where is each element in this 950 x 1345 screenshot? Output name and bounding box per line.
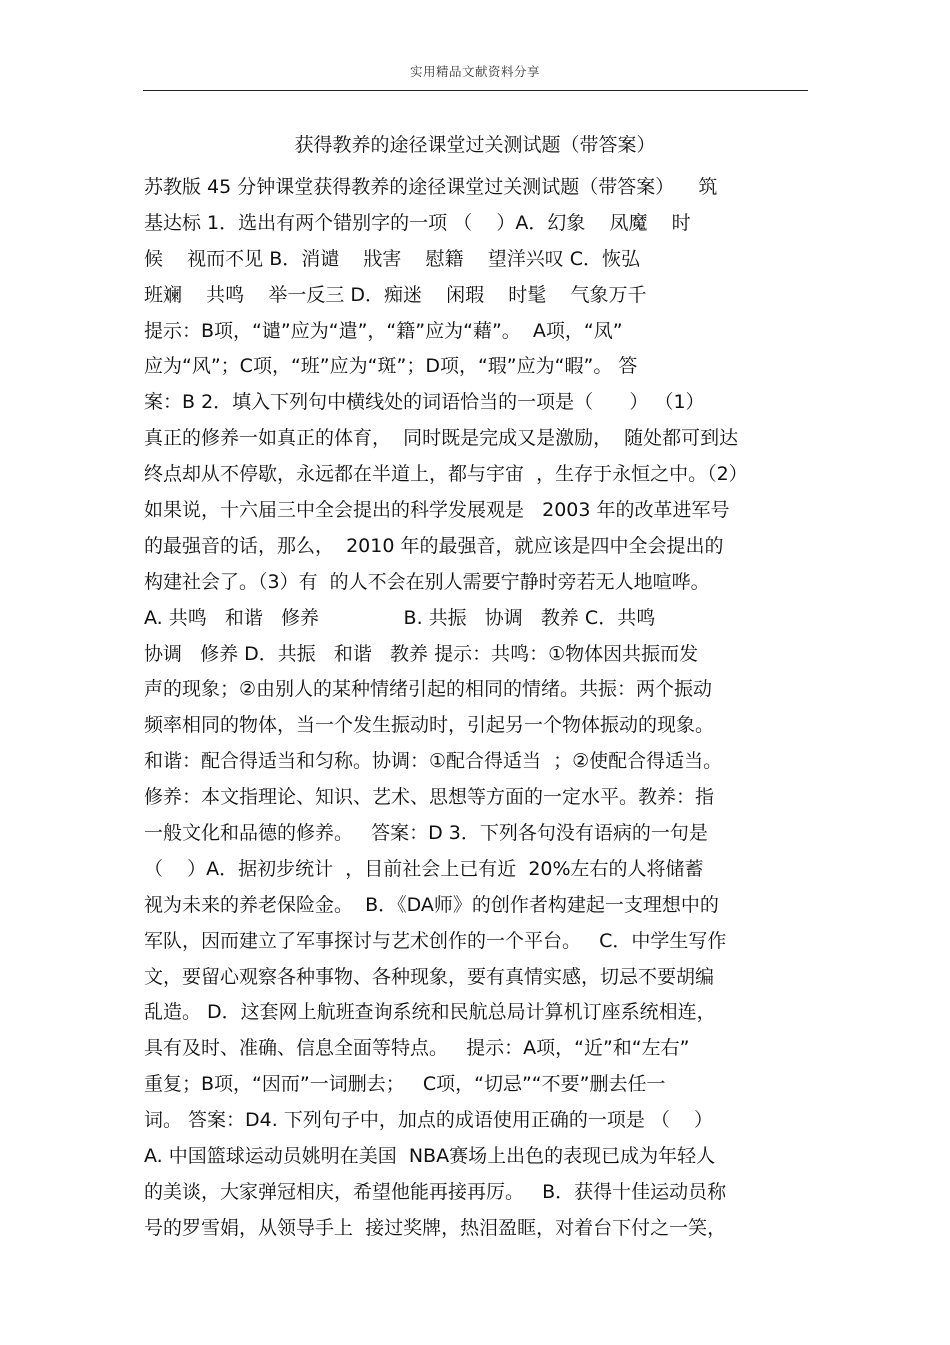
body-line: 的最强音的话，那么， 2010 年的最强音，就应该是四中全会提出的 [144,534,724,557]
body-line: 乱造。 D．这套网上航班查询系统和民航总局计算机订座系统相连， [144,1001,716,1024]
body-line: 视为未来的养老保险金。 B．《DA师》的创作者构建起一支理想中的 [144,893,719,916]
body-line: 频率相同的物体，当一个发生振动时，引起另一个物体振动的现象。 [144,714,715,737]
document-title: 获得教养的途径课堂过关测试题（带答案） [294,134,656,156]
body-line: 声的现象；②由别人的某种情绪引起的相同的情绪。共振：两个振动 [144,678,713,701]
body-line: 真正的修养一如真正的体育， 同时既是完成又是激励， 随处都可到达 [144,427,739,450]
body-line: （ ）A．据初步统计 ，目前社会上已有近 20%左右的人将储蓄 [144,857,704,880]
body-line: 具有及时、准确、信息全面等特点。 提示：A项，“近”和“左右” [144,1037,690,1060]
body-line: 军队，因而建立了军事探讨与艺术创作的一个平台。 C．中学生写作 [144,929,727,952]
body-line: 苏教版 45 分钟课堂获得教养的途径课堂过关测试题（带答案） 筑 [144,176,718,198]
body-line: 词。 答案：D4. 下列句子中，加点的成语使用正确的一项是 （ ） [144,1109,714,1132]
body-line: 的美谈，大家弹冠相庆，希望他能再接再厉。 B．获得十佳运动员称 [144,1180,727,1203]
header-divider [143,90,808,91]
body-line: 和谐：配合得适当和匀称。协调：①配合得适当 ；②使配合得适当。 [144,750,723,773]
body-line: A. 共鸣 和谐 修养 B. 共振 协调 教养 C．共鸣 [144,606,656,629]
page-header: 实用精品文献资料分享 [409,64,540,79]
body-line: 案：B 2．填入下列句中横线处的词语恰当的一项是（ ） （1） [144,391,705,414]
body-line: 候 视而不见 B．消谴 戕害 慰籍 望洋兴叹 C．恢弘 [144,247,641,270]
body-line: 提示：B项，“谴”应为“遣”，“籍”应为“藉”。 A项，“凤” [144,319,623,342]
body-line: 应为“风”；C项，“班”应为“斑”；D项，“瑕”应为“暇”。 答 [144,355,638,378]
body-line: 如果说，十六届三中全会提出的科学发展观是 2003 年的改革进军号 [144,499,730,522]
body-line: 协调 修养 D．共振 和谐 教养 提示：共鸣：①物体因共振而发 [144,642,699,665]
body-line: 终点却从不停歇，永远都在半道上，都与宇宙 ，生存于永恒之中。（2） [144,463,748,486]
body-line: 班斓 共鸣 举一反三 D．痴迷 闲瑕 时髦 气象万千 [144,283,647,306]
document-body [144,170,809,1247]
body-line: 构建社会了。（3）有 的人不会在别人需要宁静时旁若无人地喧哗。 [144,570,710,593]
body-line: 基达标 1．选出有两个错别字的一项 （ ）A．幻象 凤魔 时 [144,211,691,234]
body-line: A. 中国篮球运动员姚明在美国 NBA赛场上出色的表现已成为年轻人 [144,1145,716,1168]
body-line: 号的罗雪娟，从领导手上 接过奖牌，热泪盈眶，对着台下付之一笑， [144,1216,727,1239]
body-line: 一般文化和品德的修养。 答案：D 3．下列各句没有语病的一句是 [144,822,708,845]
body-line: 重复；B项，“因而”一词删去； C项，“切忌”“不要”删去任一 [144,1073,666,1096]
body-line: 文，要留心观察各种事物、各种现象，要有真情实感，切忌不要胡编 [144,965,715,988]
body-line: 修养：本文指理论、知识、艺术、思想等方面的一定水平。教养：指 [144,786,715,809]
